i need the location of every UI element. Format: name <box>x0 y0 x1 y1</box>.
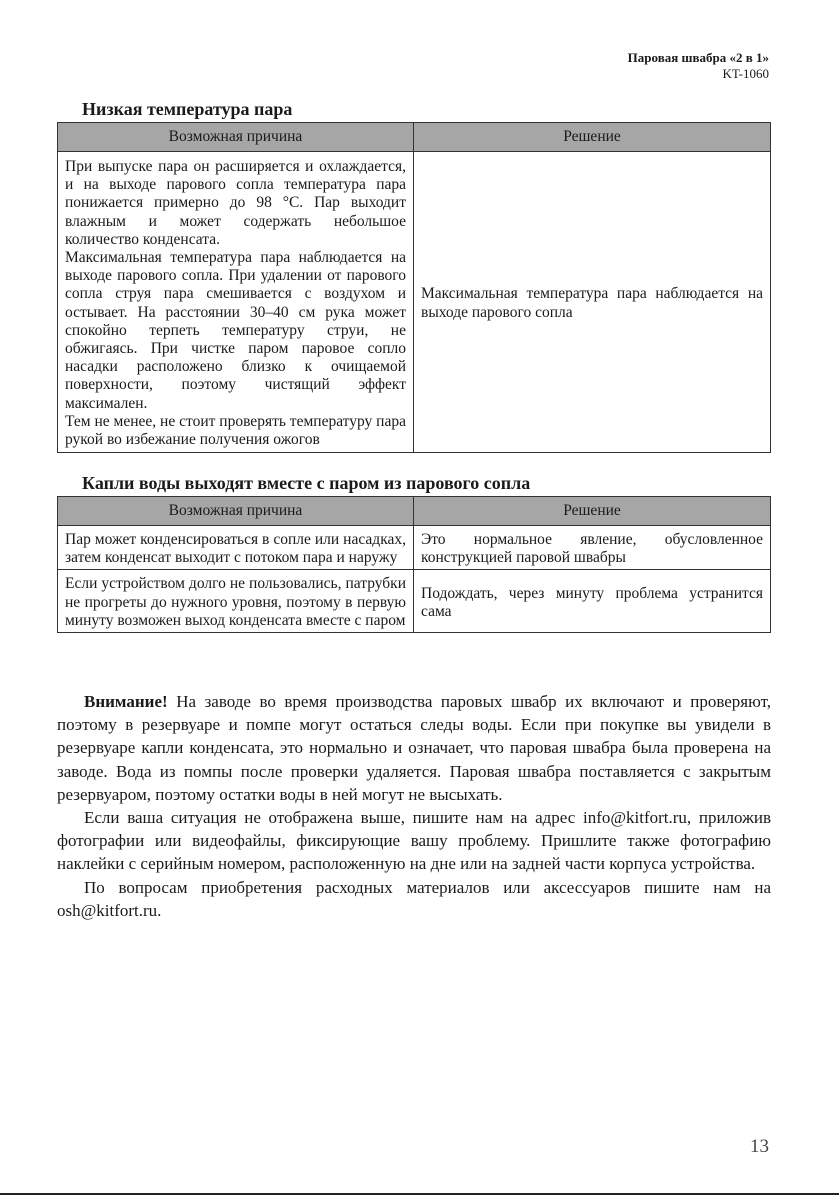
table-row <box>58 152 771 453</box>
running-header <box>628 50 769 82</box>
column-header-solution: Решение <box>414 497 771 526</box>
table-row <box>58 526 771 570</box>
cause-paragraph: Максимальная температура пара наблюдается на выходе парового сопла. При удалении от парового сопла струя пара смешивается с воздухом и остывает. На расстоянии 30–40 см рука может спокойно терпеть температуру струи, не обжигаясь. При чистке паром паровое сопло насадки расположено близко к очищаемой поверхности, поэтому чистящий эффект максимален. <box>65 249 406 412</box>
column-header-cause: Возможная причина <box>58 497 414 526</box>
section-title-low-temperature: Низкая температура пара <box>82 99 293 119</box>
solution-cell: Максимальная температура пара наблюдается на выходе парового сопла <box>414 152 771 453</box>
page-number: 13 <box>750 1136 769 1157</box>
cause-cell: Пар может конденсироваться в сопле или насадках, затем конденсат выходит с потоком пара и наружу <box>58 526 414 570</box>
supplies-paragraph: По вопросам приобретения расходных материалов или аксессуаров пишите нам на osh@kitfort.ru. <box>57 877 771 920</box>
contact-paragraph: Если ваша ситуация не отображена выше, пишите нам на адрес info@kitfort.ru, приложив фотографии или видеофайлы, фиксирующие вашу проблему. Пришлите также фотографию наклейки с серийным номером, расположенную на дне или на задней части корпуса устройства. <box>57 808 771 874</box>
cause-paragraph: При выпуске пара он расширяется и охлаждается, и на выходе парового сопла температура пара понижается примерно до 98 °С. Пар выходит влажным и может содержать небольшое количество конденсата. <box>65 158 406 248</box>
section-title-water-drops: Капли воды выходят вместе с паром из парового сопла <box>82 473 531 493</box>
cause-cell: Если устройством долго не пользовались, патрубки не прогреты до нужного уровня, поэтому в первую минуту возможен выход конденсата вместе с паром <box>58 570 414 633</box>
notice-paragraph <box>57 690 771 806</box>
low-temperature-table <box>57 122 771 453</box>
cause-paragraph: Тем не менее, не стоит проверять температуру пара рукой во избежание получения ожогов <box>65 412 406 449</box>
cause-cell <box>58 152 414 453</box>
table-header-row <box>58 497 771 526</box>
notice-lead: Внимание! <box>84 692 168 711</box>
table-header-row <box>58 123 771 152</box>
column-header-solution: Решение <box>414 123 771 152</box>
water-drops-table <box>57 496 771 633</box>
header-model: KT-1060 <box>722 66 769 81</box>
notice-text: На заводе во время производства паровых швабр их включают и проверяют, поэтому в резервуаре и помпе могут остаться следы воды. Если при покупке вы увидели в резервуаре капли конденсата, это нормально и означает, что паровая швабра была проверена на заводе. Вода из помпы после проверки удаляется. Паровая швабра поставляется с закрытым резервуаром, поэтому остатки воды в ней могут не высыхать. <box>57 692 771 804</box>
header-product-title: Паровая швабра «2 в 1» <box>627 50 769 65</box>
column-header-cause: Возможная причина <box>58 123 414 152</box>
solution-cell: Подождать, через минуту проблема устранится сама <box>414 570 771 633</box>
solution-cell: Это нормальное явление, обусловленное конструкцией паровой швабры <box>414 526 771 570</box>
table-row <box>58 570 771 633</box>
bottom-rule <box>0 1193 839 1195</box>
body-text <box>57 690 771 922</box>
